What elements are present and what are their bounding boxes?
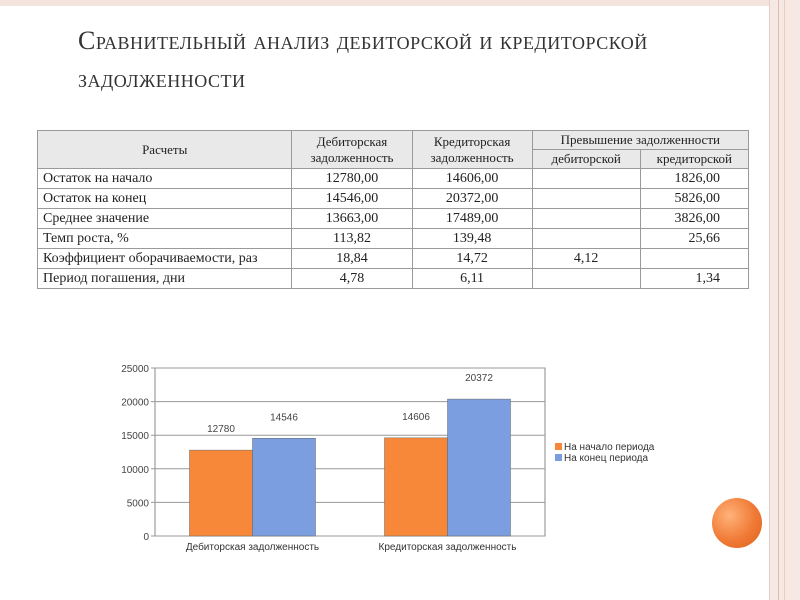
row-label: Темп роста, %: [38, 229, 292, 249]
slide-title: Сравнительный анализ дебиторской и кредиторской задолженности: [78, 26, 648, 93]
decor-line: [784, 0, 785, 600]
cell-debit: 113,82: [292, 229, 412, 249]
cell-debit: 12780,00: [292, 169, 412, 189]
cell-credit: 14606,00: [412, 169, 532, 189]
x-tick-label: Кредиторская задолженность: [378, 542, 517, 553]
cell-excess-debit: [532, 169, 640, 189]
cell-credit: 139,48: [412, 229, 532, 249]
bar: [190, 450, 253, 536]
header-excess-debit: дебиторской: [532, 150, 640, 169]
table-row: [38, 269, 749, 289]
cell-debit: 4,78: [292, 269, 412, 289]
cell-excess-credit: 25,66: [640, 229, 748, 249]
cell-excess-debit: 4,12: [532, 249, 640, 269]
cell-credit: 6,11: [412, 269, 532, 289]
legend-label: На начало периода: [564, 442, 655, 453]
cell-debit: 14546,00: [292, 189, 412, 209]
data-label: 20372: [465, 373, 493, 385]
cell-excess-debit: [532, 229, 640, 249]
bar: [448, 399, 511, 536]
cell-debit: 13663,00: [292, 209, 412, 229]
y-tick-label: 20000: [121, 397, 149, 409]
bar: [253, 438, 316, 536]
bar-chart: [105, 358, 675, 558]
header-excess: Превышение задолженности: [532, 131, 748, 150]
decor-line: [778, 0, 779, 600]
data-label: 14606: [402, 411, 430, 423]
table-row: [38, 209, 749, 229]
right-decor-border: [769, 0, 800, 600]
cell-credit: 17489,00: [412, 209, 532, 229]
cell-excess-credit: 5826,00: [640, 189, 748, 209]
header-credit: Кредиторская задолженность: [412, 131, 532, 169]
cell-excess-credit: 1826,00: [640, 169, 748, 189]
top-decor-bar: [0, 0, 770, 6]
header-calc: Расчеты: [38, 131, 292, 169]
y-tick-label: 15000: [121, 431, 149, 443]
cell-excess-credit: [640, 249, 748, 269]
row-label: Остаток на конец: [38, 189, 292, 209]
data-label: 12780: [207, 424, 235, 436]
y-tick-label: 0: [143, 532, 149, 543]
row-label: Период погашения, дни: [38, 269, 292, 289]
data-label: 14546: [270, 412, 298, 424]
cell-excess-debit: [532, 209, 640, 229]
legend-swatch: [555, 454, 562, 461]
decor-orb: [712, 498, 762, 548]
y-tick-label: 5000: [126, 498, 149, 510]
cell-excess-debit: [532, 269, 640, 289]
header-excess-credit: кредиторской: [640, 150, 748, 169]
bar: [385, 438, 448, 536]
cell-excess-debit: [532, 189, 640, 209]
analysis-table: [37, 130, 749, 289]
table-row: [38, 229, 749, 249]
legend-swatch: [555, 443, 562, 450]
cell-excess-credit: 3826,00: [640, 209, 748, 229]
cell-credit: 20372,00: [412, 189, 532, 209]
row-label: Коэффициент оборачиваемости, раз: [38, 249, 292, 269]
table-row: [38, 169, 749, 189]
cell-credit: 14,72: [412, 249, 532, 269]
cell-excess-credit: 1,34: [640, 269, 748, 289]
cell-debit: 18,84: [292, 249, 412, 269]
chart-legend: [555, 442, 655, 464]
row-label: Остаток на начало: [38, 169, 292, 189]
header-debit: Дебиторская задолженность: [292, 131, 412, 169]
x-tick-label: Дебиторская задолженность: [185, 542, 320, 553]
legend-label: На конец периода: [564, 453, 649, 464]
table-row: [38, 249, 749, 269]
y-tick-label: 25000: [121, 364, 149, 375]
y-tick-label: 10000: [121, 464, 149, 476]
table-row: [38, 189, 749, 209]
row-label: Среднее значение: [38, 209, 292, 229]
